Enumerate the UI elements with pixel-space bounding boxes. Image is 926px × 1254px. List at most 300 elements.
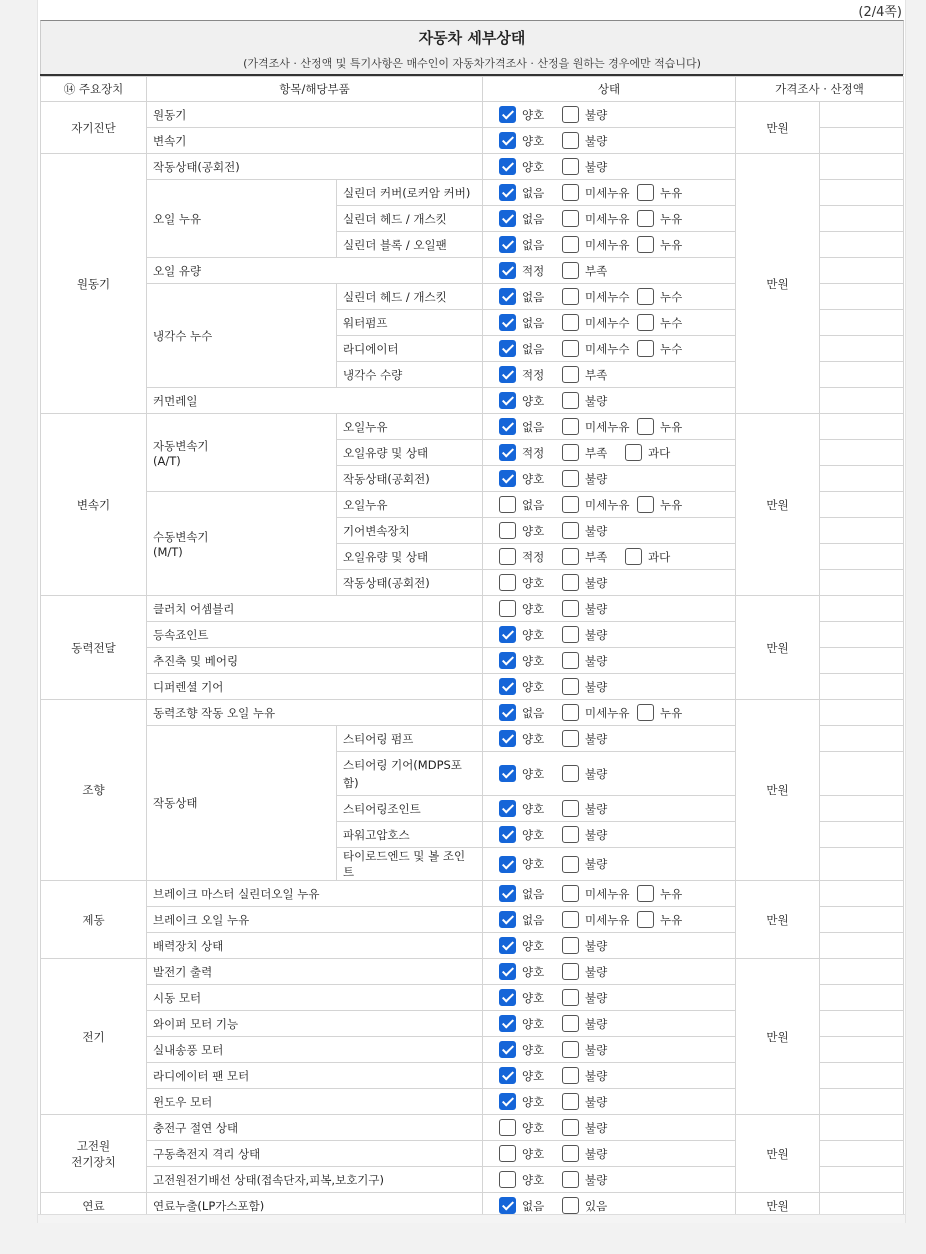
price-input-cell[interactable] [820, 310, 904, 336]
status-cell [483, 822, 736, 848]
price-input-cell[interactable] [820, 596, 904, 622]
item-cell: 오일 유량 [147, 258, 483, 284]
status-option[interactable] [499, 288, 562, 305]
option-label: 없음 [522, 886, 545, 901]
status-option[interactable] [562, 340, 637, 357]
status-option[interactable] [499, 937, 562, 954]
item-cell: 변속기 [147, 128, 483, 154]
checkbox[interactable] [562, 392, 579, 409]
option-label: 미세누수 [585, 341, 630, 356]
price-input-cell[interactable] [820, 1115, 904, 1141]
status-option[interactable] [562, 522, 625, 539]
checked-checkbox[interactable] [499, 1041, 516, 1058]
status-option[interactable] [562, 1171, 625, 1188]
option-label: 양호 [522, 575, 545, 590]
category-cell: 조향 [41, 700, 147, 881]
price-input-cell[interactable] [820, 907, 904, 933]
status-option[interactable] [499, 1041, 562, 1058]
option-label: 불량 [585, 1120, 608, 1135]
status-option[interactable] [562, 1093, 625, 1110]
option-label: 불량 [585, 964, 608, 979]
status-option[interactable] [499, 989, 562, 1006]
checked-checkbox[interactable] [499, 963, 516, 980]
checkbox[interactable] [562, 340, 579, 357]
status-option[interactable] [562, 548, 625, 565]
option-label: 적정 [522, 367, 545, 382]
status-option[interactable] [499, 600, 562, 617]
checkbox[interactable] [562, 937, 579, 954]
status-cell [483, 466, 736, 492]
status-option[interactable] [562, 366, 625, 383]
status-option[interactable] [637, 210, 700, 227]
status-option[interactable] [499, 132, 562, 149]
price-input-cell[interactable] [820, 1063, 904, 1089]
option-label: 미세누유 [585, 185, 630, 200]
checkbox[interactable] [637, 704, 654, 721]
checked-checkbox[interactable] [499, 236, 516, 253]
checkbox[interactable] [499, 600, 516, 617]
status-options [489, 1119, 729, 1136]
option-label: 부족 [585, 367, 608, 382]
checked-checkbox[interactable] [499, 989, 516, 1006]
checked-checkbox[interactable] [499, 288, 516, 305]
vehicle-status-table [40, 76, 904, 1219]
checkbox[interactable] [637, 288, 654, 305]
status-option[interactable] [499, 210, 562, 227]
checkbox[interactable] [562, 826, 579, 843]
status-option[interactable] [499, 366, 562, 383]
status-option[interactable] [562, 800, 625, 817]
checkbox[interactable] [562, 765, 579, 782]
status-option[interactable] [499, 1015, 562, 1032]
checkbox[interactable] [562, 800, 579, 817]
checked-checkbox[interactable] [499, 1197, 516, 1214]
status-option[interactable] [562, 678, 625, 695]
checkbox[interactable] [562, 522, 579, 539]
checkbox[interactable] [562, 366, 579, 383]
option-label: 불량 [585, 107, 608, 122]
status-options [489, 652, 729, 669]
status-cell [483, 388, 736, 414]
checked-checkbox[interactable] [499, 106, 516, 123]
item-cell: 스티어링 펌프 [337, 726, 483, 752]
checkbox[interactable] [562, 496, 579, 513]
checkbox[interactable] [562, 158, 579, 175]
price-input-cell[interactable] [820, 881, 904, 907]
status-option[interactable] [637, 496, 700, 513]
price-input-cell[interactable] [820, 648, 904, 674]
checked-checkbox[interactable] [499, 678, 516, 695]
checked-checkbox[interactable] [499, 704, 516, 721]
checked-checkbox[interactable] [499, 885, 516, 902]
checked-checkbox[interactable] [499, 652, 516, 669]
checkbox[interactable] [562, 600, 579, 617]
checkbox[interactable] [562, 106, 579, 123]
status-option[interactable] [499, 1197, 562, 1214]
option-label: 불량 [585, 393, 608, 408]
checked-checkbox[interactable] [499, 132, 516, 149]
status-option[interactable] [562, 1197, 625, 1214]
status-option[interactable] [562, 158, 625, 175]
price-input-cell[interactable] [820, 726, 904, 752]
checkbox[interactable] [625, 444, 642, 461]
status-option[interactable] [499, 470, 562, 487]
option-label: 불량 [585, 990, 608, 1005]
checked-checkbox[interactable] [499, 262, 516, 279]
item-cell: 브레이크 오일 누유 [147, 907, 483, 933]
checked-checkbox[interactable] [499, 1093, 516, 1110]
option-label: 없음 [522, 705, 545, 720]
checked-checkbox[interactable] [499, 800, 516, 817]
status-options [489, 1145, 729, 1162]
status-option[interactable] [562, 106, 625, 123]
status-option[interactable] [562, 911, 637, 928]
status-option[interactable] [499, 158, 562, 175]
price-input-cell[interactable] [820, 284, 904, 310]
price-input-cell[interactable] [820, 102, 904, 128]
price-input-cell[interactable] [820, 128, 904, 154]
checkbox[interactable] [562, 885, 579, 902]
option-label: 불량 [585, 766, 608, 781]
checkbox[interactable] [562, 288, 579, 305]
item-cell: 오일누유 [337, 414, 483, 440]
checkbox[interactable] [562, 730, 579, 747]
status-option[interactable] [499, 340, 562, 357]
status-cell [483, 848, 736, 881]
option-label: 누수 [660, 315, 683, 330]
checkbox[interactable] [499, 522, 516, 539]
status-option[interactable] [499, 548, 562, 565]
price-input-cell[interactable] [820, 206, 904, 232]
status-option[interactable] [625, 548, 688, 565]
checkbox[interactable] [562, 314, 579, 331]
price-input-cell[interactable] [820, 933, 904, 959]
price-input-cell[interactable] [820, 1011, 904, 1037]
option-label: 부족 [585, 263, 608, 278]
status-option[interactable] [562, 444, 625, 461]
price-input-cell[interactable] [820, 822, 904, 848]
status-option[interactable] [562, 885, 637, 902]
status-option[interactable] [499, 418, 562, 435]
option-label: 없음 [522, 912, 545, 927]
price-input-cell[interactable] [820, 1167, 904, 1193]
option-label: 불량 [585, 801, 608, 816]
status-options [489, 106, 729, 123]
status-option[interactable] [562, 418, 637, 435]
status-options [489, 963, 729, 980]
status-option[interactable] [562, 392, 625, 409]
status-option[interactable] [499, 1067, 562, 1084]
price-input-cell[interactable] [820, 622, 904, 648]
price-input-cell[interactable] [820, 180, 904, 206]
price-input-cell[interactable] [820, 959, 904, 985]
status-option[interactable] [499, 184, 562, 201]
status-option[interactable] [562, 132, 625, 149]
checked-checkbox[interactable] [499, 340, 516, 357]
status-option[interactable] [499, 856, 562, 873]
option-label: 불량 [585, 575, 608, 590]
checkbox[interactable] [562, 1145, 579, 1162]
checked-checkbox[interactable] [499, 765, 516, 782]
price-input-cell[interactable] [820, 848, 904, 881]
status-option[interactable] [637, 314, 700, 331]
status-option[interactable] [499, 314, 562, 331]
checkbox[interactable] [562, 236, 579, 253]
status-option[interactable] [562, 826, 625, 843]
status-option[interactable] [562, 1067, 625, 1084]
checkbox[interactable] [499, 1145, 516, 1162]
status-option[interactable] [499, 678, 562, 695]
status-option[interactable] [562, 288, 637, 305]
status-option[interactable] [499, 1171, 562, 1188]
price-input-cell[interactable] [820, 796, 904, 822]
status-option[interactable] [562, 1015, 625, 1032]
checkbox[interactable] [562, 1067, 579, 1084]
item-cell: 디퍼렌셜 기어 [147, 674, 483, 700]
checkbox[interactable] [562, 210, 579, 227]
status-option[interactable] [562, 963, 625, 980]
status-cell [483, 700, 736, 726]
checked-checkbox[interactable] [499, 1015, 516, 1032]
status-option[interactable] [499, 574, 562, 591]
checkbox[interactable] [562, 1171, 579, 1188]
status-option[interactable] [637, 184, 700, 201]
price-unit-cell: 만원 [736, 154, 820, 414]
checkbox[interactable] [562, 548, 579, 565]
status-option[interactable] [499, 262, 562, 279]
price-input-cell[interactable] [820, 466, 904, 492]
checkbox[interactable] [637, 314, 654, 331]
checkbox[interactable] [562, 262, 579, 279]
status-options [489, 600, 729, 617]
checkbox[interactable] [499, 548, 516, 565]
table-row [41, 700, 904, 726]
checkbox[interactable] [637, 418, 654, 435]
status-option[interactable] [637, 885, 700, 902]
checkbox[interactable] [637, 236, 654, 253]
checked-checkbox[interactable] [499, 444, 516, 461]
status-options [489, 1041, 729, 1058]
status-cell [483, 206, 736, 232]
status-option[interactable] [562, 236, 637, 253]
price-input-cell[interactable] [820, 440, 904, 466]
status-option[interactable] [499, 1145, 562, 1162]
status-option[interactable] [499, 444, 562, 461]
price-input-cell[interactable] [820, 336, 904, 362]
price-input-cell[interactable] [820, 985, 904, 1011]
status-option[interactable] [637, 704, 700, 721]
price-input-cell[interactable] [820, 388, 904, 414]
status-option[interactable] [499, 626, 562, 643]
status-option[interactable] [562, 652, 625, 669]
status-option[interactable] [499, 1093, 562, 1110]
status-option[interactable] [562, 1041, 625, 1058]
checked-checkbox[interactable] [499, 314, 516, 331]
status-option[interactable] [499, 800, 562, 817]
item-cell: 동력조향 작동 오일 누유 [147, 700, 483, 726]
option-label: 미세누수 [585, 315, 630, 330]
status-option[interactable] [562, 574, 625, 591]
option-label: 양호 [522, 393, 545, 408]
checkbox[interactable] [562, 678, 579, 695]
checkbox[interactable] [562, 1093, 579, 1110]
status-option[interactable] [499, 885, 562, 902]
checked-checkbox[interactable] [499, 210, 516, 227]
price-input-cell[interactable] [820, 1037, 904, 1063]
checkbox[interactable] [562, 989, 579, 1006]
price-input-cell[interactable] [820, 674, 904, 700]
status-option[interactable] [499, 911, 562, 928]
status-option[interactable] [637, 418, 700, 435]
status-option[interactable] [562, 184, 637, 201]
checkbox[interactable] [562, 132, 579, 149]
status-option[interactable] [499, 106, 562, 123]
status-option[interactable] [637, 340, 700, 357]
checkbox[interactable] [562, 1015, 579, 1032]
status-option[interactable] [562, 730, 625, 747]
checked-checkbox[interactable] [499, 1067, 516, 1084]
price-input-cell[interactable] [820, 1089, 904, 1115]
checkbox[interactable] [499, 1119, 516, 1136]
price-input-cell[interactable] [820, 492, 904, 518]
status-option[interactable] [562, 210, 637, 227]
status-option[interactable] [499, 826, 562, 843]
status-option[interactable] [499, 522, 562, 539]
checked-checkbox[interactable] [499, 911, 516, 928]
checked-checkbox[interactable] [499, 937, 516, 954]
option-label: 부족 [585, 549, 608, 564]
status-option[interactable] [499, 704, 562, 721]
status-option[interactable] [562, 600, 625, 617]
status-option[interactable] [637, 288, 700, 305]
price-input-cell[interactable] [820, 570, 904, 596]
price-input-cell[interactable] [820, 258, 904, 284]
status-option[interactable] [562, 1119, 625, 1136]
price-input-cell[interactable] [820, 232, 904, 258]
price-input-cell[interactable] [820, 362, 904, 388]
checkbox[interactable] [562, 963, 579, 980]
status-option[interactable] [499, 963, 562, 980]
status-option[interactable] [499, 496, 562, 513]
option-label: 불량 [585, 159, 608, 174]
checkbox[interactable] [637, 184, 654, 201]
checkbox[interactable] [499, 496, 516, 513]
status-option[interactable] [562, 314, 637, 331]
status-option[interactable] [562, 704, 637, 721]
status-cell [483, 128, 736, 154]
checkbox[interactable] [562, 1119, 579, 1136]
checked-checkbox[interactable] [499, 826, 516, 843]
status-option[interactable] [562, 937, 625, 954]
status-option[interactable] [562, 262, 625, 279]
status-option[interactable] [562, 1145, 625, 1162]
status-option[interactable] [562, 765, 625, 782]
checked-checkbox[interactable] [499, 730, 516, 747]
table-body [41, 77, 904, 1219]
price-input-cell[interactable] [820, 518, 904, 544]
option-label: 누유 [660, 185, 683, 200]
checkbox[interactable] [637, 496, 654, 513]
checkbox[interactable] [637, 340, 654, 357]
checkbox[interactable] [562, 418, 579, 435]
status-option[interactable] [562, 856, 625, 873]
checkbox[interactable] [562, 444, 579, 461]
price-input-cell[interactable] [820, 544, 904, 570]
status-option[interactable] [562, 470, 625, 487]
subcategory-cell: 수동변속기 (M/T) [147, 492, 337, 596]
price-unit-cell: 만원 [736, 102, 820, 154]
checkbox[interactable] [562, 704, 579, 721]
checkbox[interactable] [562, 626, 579, 643]
checkbox[interactable] [562, 1197, 579, 1214]
status-option[interactable] [499, 730, 562, 747]
item-cell: 커먼레일 [147, 388, 483, 414]
option-label: 없음 [522, 1198, 545, 1213]
checkbox[interactable] [499, 574, 516, 591]
price-input-cell[interactable] [820, 1141, 904, 1167]
status-cell [483, 362, 736, 388]
option-label: 과다 [648, 445, 671, 460]
status-cell [483, 674, 736, 700]
checkbox[interactable] [637, 210, 654, 227]
status-option[interactable] [562, 626, 625, 643]
checked-checkbox[interactable] [499, 418, 516, 435]
checkbox[interactable] [562, 470, 579, 487]
price-input-cell[interactable] [820, 154, 904, 180]
checked-checkbox[interactable] [499, 470, 516, 487]
checkbox[interactable] [562, 652, 579, 669]
checked-checkbox[interactable] [499, 626, 516, 643]
status-option[interactable] [562, 496, 637, 513]
status-option[interactable] [625, 444, 688, 461]
option-label: 양호 [522, 990, 545, 1005]
checkbox[interactable] [499, 1171, 516, 1188]
status-option[interactable] [499, 652, 562, 669]
status-option[interactable] [637, 236, 700, 253]
status-cell [483, 102, 736, 128]
checkbox[interactable] [562, 184, 579, 201]
price-input-cell[interactable] [820, 414, 904, 440]
checkbox[interactable] [562, 574, 579, 591]
checkbox[interactable] [625, 548, 642, 565]
status-option[interactable] [499, 236, 562, 253]
status-option[interactable] [637, 911, 700, 928]
status-options [489, 236, 729, 253]
status-option[interactable] [499, 765, 562, 782]
checked-checkbox[interactable] [499, 366, 516, 383]
option-label: 불량 [585, 523, 608, 538]
price-input-cell[interactable] [820, 752, 904, 796]
option-label: 없음 [522, 185, 545, 200]
checkbox[interactable] [637, 885, 654, 902]
checked-checkbox[interactable] [499, 856, 516, 873]
checkbox[interactable] [562, 911, 579, 928]
checked-checkbox[interactable] [499, 392, 516, 409]
checked-checkbox[interactable] [499, 184, 516, 201]
item-cell: 원동기 [147, 102, 483, 128]
page-number: (2/4쪽) [858, 5, 902, 20]
status-option[interactable] [499, 392, 562, 409]
checkbox[interactable] [562, 1041, 579, 1058]
item-cell: 오일유량 및 상태 [337, 544, 483, 570]
checked-checkbox[interactable] [499, 158, 516, 175]
status-option[interactable] [499, 1119, 562, 1136]
checkbox[interactable] [637, 911, 654, 928]
status-option[interactable] [562, 989, 625, 1006]
status-cell [483, 726, 736, 752]
checkbox[interactable] [562, 856, 579, 873]
price-input-cell[interactable] [820, 700, 904, 726]
